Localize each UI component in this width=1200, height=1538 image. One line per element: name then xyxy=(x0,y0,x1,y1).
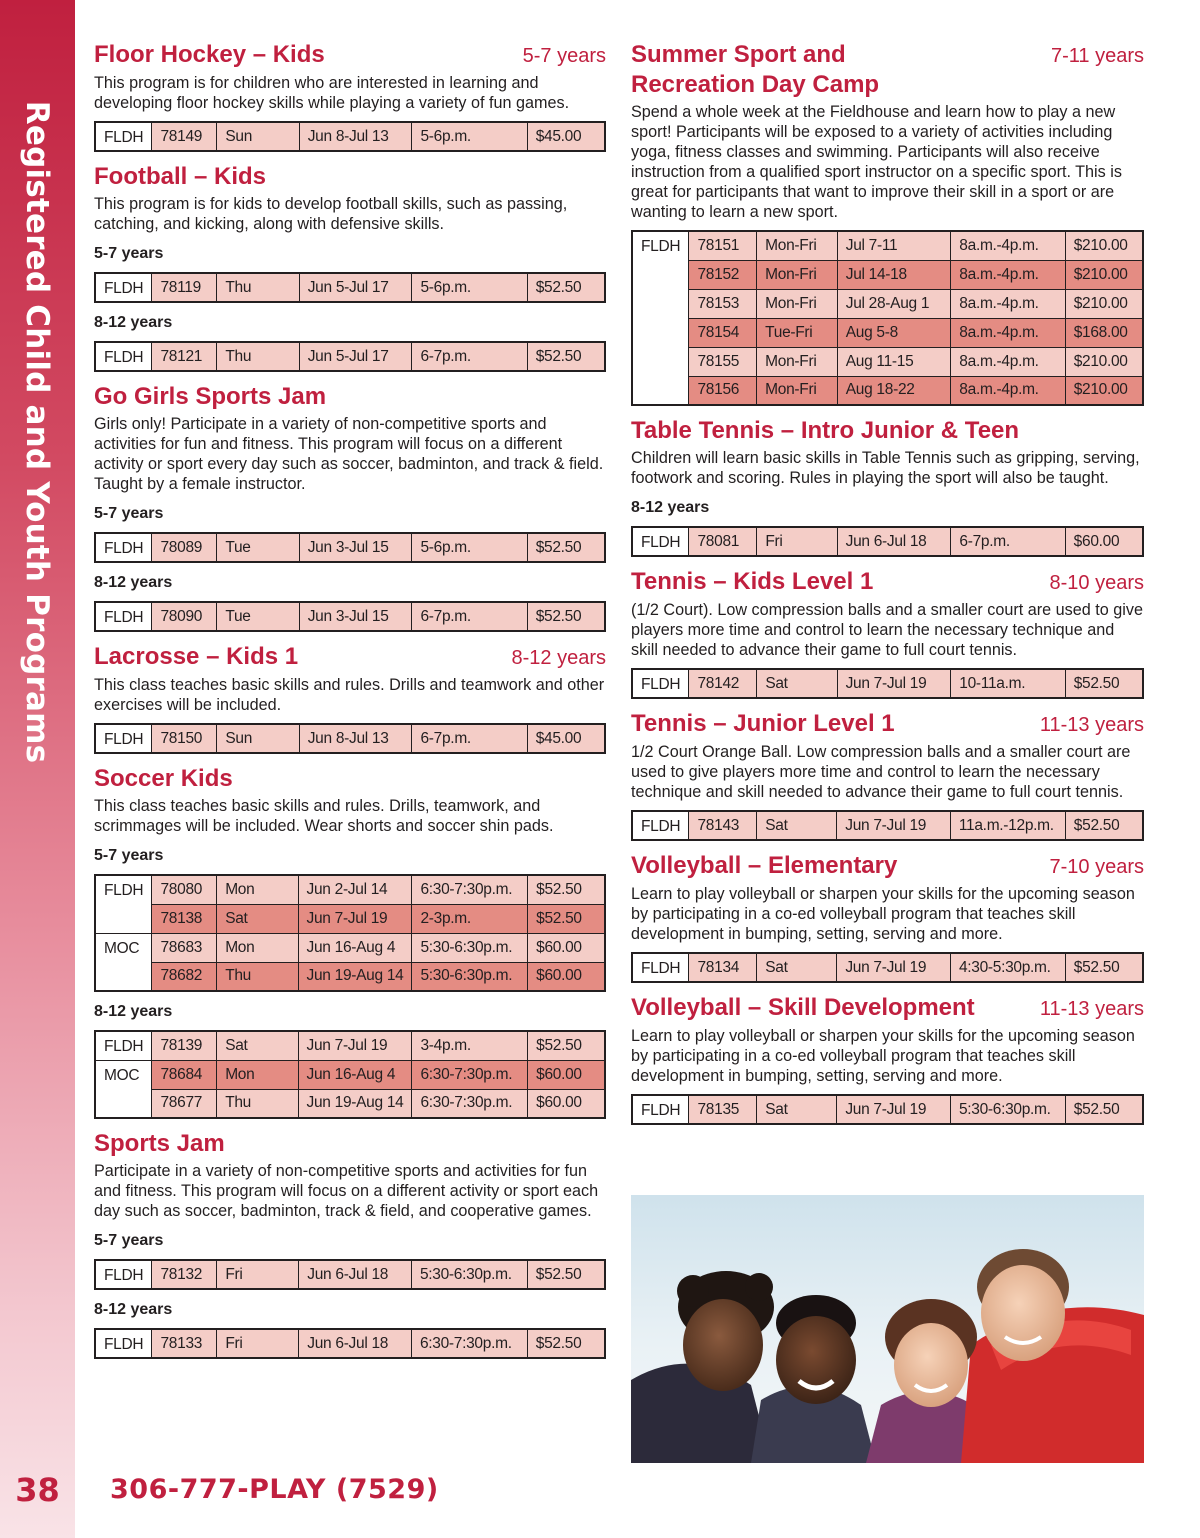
program-block xyxy=(631,416,1144,557)
schedule-table xyxy=(631,668,1144,699)
time-cell: 5:30-6:30p.m. xyxy=(950,1095,1065,1124)
day-cell: Tue xyxy=(217,602,299,631)
schedule-table xyxy=(94,532,606,563)
course-code-cell: 78121 xyxy=(152,342,217,371)
program-title: Floor Hockey – Kids xyxy=(94,41,325,68)
price-cell: $52.50 xyxy=(527,602,605,631)
dates-cell: Jun 16-Aug 4 xyxy=(298,933,412,962)
day-cell: Sun xyxy=(217,724,299,753)
day-cell: Sat xyxy=(757,811,837,840)
price-cell: $52.50 xyxy=(527,533,605,562)
course-code-cell: 78142 xyxy=(689,669,757,698)
price-cell: $52.50 xyxy=(1065,811,1143,840)
price-cell: $210.00 xyxy=(1065,347,1143,376)
schedule-table xyxy=(94,723,606,754)
age-group-label: 8-12 years xyxy=(631,499,710,516)
day-cell: Thu xyxy=(217,342,299,371)
age-group-label: 5-7 years xyxy=(94,847,164,864)
course-code-cell: 78143 xyxy=(689,811,757,840)
location-cell: FLDH xyxy=(95,724,152,753)
price-cell: $52.50 xyxy=(528,875,605,904)
schedule-row xyxy=(95,1260,605,1289)
program-header xyxy=(631,993,1144,1024)
course-code-cell: 78677 xyxy=(152,1089,217,1118)
price-cell: $60.00 xyxy=(528,933,605,962)
dates-cell: Jun 5-Jul 17 xyxy=(299,342,412,371)
day-cell: Fri xyxy=(217,1329,299,1358)
age-group-label: 5-7 years xyxy=(94,505,164,522)
program-age: 11-13 years xyxy=(1039,714,1144,736)
time-cell: 6:30-7:30p.m. xyxy=(412,1060,528,1089)
age-group-label: 5-7 years xyxy=(94,1232,164,1249)
schedule-row xyxy=(632,1095,1143,1124)
course-code-cell: 78081 xyxy=(689,527,757,556)
time-cell: 6:30-7:30p.m. xyxy=(412,875,528,904)
location-cell: FLDH xyxy=(95,1031,152,1060)
day-cell: Thu xyxy=(217,273,299,302)
schedule-row xyxy=(95,904,605,933)
location-cell xyxy=(632,347,689,376)
program-age: 7-10 years xyxy=(1049,856,1144,878)
program-block xyxy=(94,764,606,1119)
program-header xyxy=(631,567,1144,598)
dates-cell: Jun 3-Jul 15 xyxy=(299,602,412,631)
program-description: Learn to play volleyball or sharpen your skills for the upcoming season by participating in a co-ed volleyball program that teaches skill development in bumping, setting, serving and more. xyxy=(631,1027,1135,1085)
program-title: Summer Sport and Recreation Day Camp xyxy=(631,41,880,98)
dates-cell: Jul 7-11 xyxy=(837,231,951,260)
time-cell: 6-7p.m. xyxy=(412,342,527,371)
day-cell: Mon-Fri xyxy=(757,347,838,376)
program-description: Learn to play volleyball or sharpen your skills for the upcoming season by participating in a co-ed volleyball program that teaches skill development in bumping, setting, serving and more. xyxy=(631,885,1135,943)
page-number: 38 xyxy=(15,1471,60,1509)
location-cell: FLDH xyxy=(95,122,152,151)
program-title: Volleyball – Elementary xyxy=(631,852,898,879)
age-group-label: 8-12 years xyxy=(94,1301,173,1318)
schedule-row xyxy=(632,953,1143,982)
day-cell: Thu xyxy=(217,962,298,991)
price-cell: $52.50 xyxy=(1065,669,1143,698)
day-cell: Thu xyxy=(217,1089,298,1118)
age-group-label: 5-7 years xyxy=(94,245,164,262)
day-cell: Mon xyxy=(217,1060,298,1089)
course-code-cell: 78139 xyxy=(152,1031,217,1060)
program-block xyxy=(94,40,606,152)
program-age: 8-12 years xyxy=(511,647,606,669)
phone-number: 306-777-PLAY (7529) xyxy=(110,1474,439,1505)
dates-cell: Jun 7-Jul 19 xyxy=(298,904,412,933)
location-cell: FLDH xyxy=(95,342,152,371)
program-description: (1/2 Court). Low compression balls and a smaller court are used to give players more time and control to learn the necessary technique and skill needed to advance their game to full court tennis. xyxy=(631,601,1143,659)
course-code-cell: 78138 xyxy=(152,904,217,933)
program-block xyxy=(94,162,606,372)
time-cell: 8a.m.-4p.m. xyxy=(951,260,1065,289)
price-cell: $52.50 xyxy=(527,1329,605,1358)
dates-cell: Jun 19-Aug 14 xyxy=(298,1089,412,1118)
program-block xyxy=(631,993,1144,1125)
dates-cell: Jun 7-Jul 19 xyxy=(837,953,951,982)
program-title: Tennis – Kids Level 1 xyxy=(631,568,874,595)
price-cell: $52.50 xyxy=(1065,953,1143,982)
program-age: 11-13 years xyxy=(1039,998,1144,1020)
location-cell xyxy=(632,318,689,347)
schedule-row xyxy=(95,122,605,151)
course-code-cell: 78682 xyxy=(152,962,217,991)
dates-cell: Jul 28-Aug 1 xyxy=(837,289,951,318)
program-block xyxy=(631,851,1144,983)
program-block xyxy=(94,382,606,632)
time-cell: 5:30-6:30p.m. xyxy=(411,1260,527,1289)
day-cell: Sat xyxy=(757,1095,837,1124)
program-header xyxy=(94,162,606,192)
location-cell: FLDH xyxy=(95,533,152,562)
day-cell: Sat xyxy=(217,1031,298,1060)
day-cell: Mon-Fri xyxy=(757,231,838,260)
price-cell: $60.00 xyxy=(528,1089,605,1118)
schedule-row xyxy=(632,669,1143,698)
course-code-cell: 78683 xyxy=(152,933,217,962)
program-header xyxy=(94,1129,606,1159)
course-code-cell: 78684 xyxy=(152,1060,217,1089)
time-cell: 8a.m.-4p.m. xyxy=(951,318,1065,347)
price-cell: $52.50 xyxy=(527,342,605,371)
program-age: 5-7 years xyxy=(522,45,606,67)
course-code-cell: 78080 xyxy=(152,875,217,904)
course-code-cell: 78156 xyxy=(689,376,757,405)
location-cell xyxy=(632,289,689,318)
dates-cell: Jun 6-Jul 18 xyxy=(299,1260,412,1289)
day-cell: Mon-Fri xyxy=(757,289,838,318)
schedule-row xyxy=(632,231,1143,260)
program-description: This program is for children who are interested in learning and developing floor hockey skills while playing a variety of fun games. xyxy=(94,74,570,112)
age-group-label: 8-12 years xyxy=(94,1003,173,1020)
schedule-row xyxy=(95,724,605,753)
location-cell: FLDH xyxy=(632,1095,689,1124)
schedule-row xyxy=(95,1089,605,1118)
day-cell: Mon-Fri xyxy=(757,260,838,289)
dates-cell: Aug 18-22 xyxy=(837,376,951,405)
program-description: 1/2 Court Orange Ball. Low compression balls and a smaller court are used to give players more time and control to learn the necessary technique and skill needed to advance their game to full court tennis. xyxy=(631,743,1131,801)
price-cell: $52.50 xyxy=(527,1260,605,1289)
program-description: Children will learn basic skills in Table Tennis such as gripping, serving, footwork and scoring. Rules in playing the sport will also be taught. xyxy=(631,449,1140,487)
program-header xyxy=(631,851,1144,882)
program-block xyxy=(631,567,1144,699)
program-title: Tennis – Junior Level 1 xyxy=(631,710,895,737)
schedule-table xyxy=(94,1030,606,1119)
dates-cell: Jun 3-Jul 15 xyxy=(299,533,412,562)
location-cell: FLDH xyxy=(95,602,152,631)
schedule-table xyxy=(631,952,1144,983)
location-cell xyxy=(632,260,689,289)
program-title: Football – Kids xyxy=(94,163,267,190)
dates-cell: Jul 14-18 xyxy=(837,260,951,289)
location-cell: MOC xyxy=(95,1060,152,1089)
program-description: This program is for kids to develop football skills, such as passing, catching, and kicking, along with defensive skills. xyxy=(94,195,568,233)
program-age: 7-11 years xyxy=(1050,45,1144,67)
program-description: Participate in a variety of non-competitive sports and activities for fun and fitness. This program will focus on a different activity or sport each day such as soccer, badminton, track & field, and cooperative games. xyxy=(94,1162,599,1220)
program-description: Girls only! Participate in a variety of non-competitive sports and activities for fun and fitness. This program will focus on a different activity or sport every day such as soccer, badminton, and track & field. Taught by a female instructor. xyxy=(94,415,604,493)
location-cell: FLDH xyxy=(632,953,689,982)
dates-cell: Jun 5-Jul 17 xyxy=(299,273,412,302)
time-cell: 8a.m.-4p.m. xyxy=(951,376,1065,405)
dates-cell: Jun 8-Jul 13 xyxy=(299,724,412,753)
schedule-row xyxy=(632,318,1143,347)
program-header xyxy=(94,382,606,412)
course-code-cell: 78119 xyxy=(152,273,217,302)
program-title: Table Tennis – Intro Junior & Teen xyxy=(631,417,1020,444)
location-cell xyxy=(95,1089,152,1118)
schedule-row xyxy=(95,533,605,562)
program-header xyxy=(94,764,606,794)
dates-cell: Aug 11-15 xyxy=(837,347,951,376)
program-header xyxy=(631,416,1144,446)
course-code-cell: 78089 xyxy=(152,533,217,562)
location-cell: FLDH xyxy=(632,231,689,260)
course-code-cell: 78151 xyxy=(689,231,757,260)
day-cell: Tue-Fri xyxy=(757,318,838,347)
program-header xyxy=(94,642,606,673)
day-cell: Mon xyxy=(217,875,298,904)
dates-cell: Jun 7-Jul 19 xyxy=(837,811,951,840)
location-cell: FLDH xyxy=(95,1329,152,1358)
location-cell xyxy=(95,904,152,933)
price-cell: $210.00 xyxy=(1065,376,1143,405)
day-cell: Sat xyxy=(217,904,298,933)
schedule-row xyxy=(632,527,1143,556)
course-code-cell: 78149 xyxy=(152,122,217,151)
schedule-table xyxy=(94,121,606,152)
time-cell: 11a.m.-12p.m. xyxy=(950,811,1065,840)
schedule-table xyxy=(94,1259,606,1290)
program-description: This class teaches basic skills and rules. Drills and teamwork and other exercises will be included. xyxy=(94,676,605,714)
schedule-table xyxy=(631,230,1144,406)
time-cell: 6:30-7:30p.m. xyxy=(411,1329,527,1358)
course-code-cell: 78132 xyxy=(152,1260,217,1289)
dates-cell: Jun 6-Jul 18 xyxy=(837,527,951,556)
day-cell: Tue xyxy=(217,533,299,562)
price-cell: $210.00 xyxy=(1065,289,1143,318)
sidebar-band xyxy=(0,0,75,1538)
program-title: Soccer Kids xyxy=(94,765,233,792)
schedule-row xyxy=(95,602,605,631)
course-code-cell: 78154 xyxy=(689,318,757,347)
program-description: Spend a whole week at the Fieldhouse and learn how to play a new sport! Participants will be exposed to a variety of activities including yoga, fitness classes and swimming. Participants will also receive instruction from a qualified sport instructor on a specific sport. This is great for participants that want to improve their skill in a sport or are wanting to learn a new sport. xyxy=(631,103,1122,221)
dates-cell: Aug 5-8 xyxy=(837,318,951,347)
dates-cell: Jun 19-Aug 14 xyxy=(298,962,412,991)
schedule-table xyxy=(94,341,606,372)
schedule-table xyxy=(631,810,1144,841)
program-block xyxy=(94,642,606,754)
dates-cell: Jun 7-Jul 19 xyxy=(837,669,951,698)
price-cell: $45.00 xyxy=(527,724,605,753)
schedule-table xyxy=(631,1094,1144,1125)
day-cell: Sun xyxy=(217,122,299,151)
schedule-row xyxy=(632,811,1143,840)
location-cell: FLDH xyxy=(632,811,689,840)
time-cell: 6-7p.m. xyxy=(412,724,527,753)
location-cell: FLDH xyxy=(95,1260,152,1289)
schedule-row xyxy=(632,347,1143,376)
day-cell: Mon-Fri xyxy=(757,376,838,405)
course-code-cell: 78150 xyxy=(152,724,217,753)
day-cell: Fri xyxy=(757,527,837,556)
location-cell xyxy=(95,962,152,991)
time-cell: 5-6p.m. xyxy=(412,273,527,302)
time-cell: 2-3p.m. xyxy=(412,904,528,933)
time-cell: 5:30-6:30p.m. xyxy=(412,962,528,991)
program-title: Lacrosse – Kids 1 xyxy=(94,643,299,670)
program-block xyxy=(631,40,1144,406)
price-cell: $52.50 xyxy=(1065,1095,1143,1124)
day-cell: Sat xyxy=(757,953,837,982)
group-of-children-photo xyxy=(631,1195,1144,1463)
time-cell: 5:30-6:30p.m. xyxy=(412,933,528,962)
time-cell: 8a.m.-4p.m. xyxy=(951,231,1065,260)
price-cell: $210.00 xyxy=(1065,260,1143,289)
schedule-row xyxy=(632,376,1143,405)
price-cell: $52.50 xyxy=(528,904,605,933)
schedule-table xyxy=(94,272,606,303)
program-header xyxy=(631,709,1144,740)
schedule-row xyxy=(632,289,1143,318)
schedule-table xyxy=(94,601,606,632)
day-cell: Fri xyxy=(217,1260,299,1289)
program-header xyxy=(631,40,1144,100)
time-cell: 6-7p.m. xyxy=(951,527,1065,556)
program-description: This class teaches basic skills and rules. Drills, teamwork, and scrimmages will be included. Wear shorts and soccer shin pads. xyxy=(94,797,554,835)
price-cell: $60.00 xyxy=(1065,527,1143,556)
program-header xyxy=(94,40,606,71)
time-cell: 8a.m.-4p.m. xyxy=(951,347,1065,376)
dates-cell: Jun 6-Jul 18 xyxy=(299,1329,412,1358)
course-code-cell: 78090 xyxy=(152,602,217,631)
time-cell: 5-6p.m. xyxy=(412,533,527,562)
schedule-row xyxy=(95,342,605,371)
age-group-label: 8-12 years xyxy=(94,314,173,331)
program-block xyxy=(631,709,1144,841)
time-cell: 5-6p.m. xyxy=(412,122,527,151)
left-column xyxy=(94,40,606,1369)
dates-cell: Jun 8-Jul 13 xyxy=(299,122,412,151)
right-column xyxy=(631,40,1144,1135)
dates-cell: Jun 7-Jul 19 xyxy=(837,1095,951,1124)
program-block xyxy=(94,1129,606,1359)
time-cell: 8a.m.-4p.m. xyxy=(951,289,1065,318)
course-code-cell: 78153 xyxy=(689,289,757,318)
course-code-cell: 78133 xyxy=(152,1329,217,1358)
price-cell: $60.00 xyxy=(528,962,605,991)
schedule-row xyxy=(95,273,605,302)
program-age: 8-10 years xyxy=(1049,572,1144,594)
price-cell: $52.50 xyxy=(528,1031,605,1060)
time-cell: 3-4p.m. xyxy=(412,1031,528,1060)
location-cell: FLDH xyxy=(632,527,689,556)
dates-cell: Jun 2-Jul 14 xyxy=(298,875,412,904)
time-cell: 4:30-5:30p.m. xyxy=(950,953,1065,982)
course-code-cell: 78135 xyxy=(689,1095,757,1124)
time-cell: 6-7p.m. xyxy=(412,602,527,631)
time-cell: 6:30-7:30p.m. xyxy=(412,1089,528,1118)
course-code-cell: 78155 xyxy=(689,347,757,376)
price-cell: $52.50 xyxy=(527,273,605,302)
program-title: Sports Jam xyxy=(94,1130,225,1157)
dates-cell: Jun 7-Jul 19 xyxy=(298,1031,412,1060)
day-cell: Sat xyxy=(757,669,837,698)
price-cell: $210.00 xyxy=(1065,231,1143,260)
schedule-row xyxy=(632,260,1143,289)
section-title-vertical: Registered Child and Youth Programs xyxy=(19,100,55,764)
location-cell: FLDH xyxy=(95,273,152,302)
course-code-cell: 78152 xyxy=(689,260,757,289)
schedule-row xyxy=(95,962,605,991)
schedule-row xyxy=(95,933,605,962)
course-code-cell: 78134 xyxy=(689,953,757,982)
schedule-row xyxy=(95,875,605,904)
age-group-label: 8-12 years xyxy=(94,574,173,591)
price-cell: $60.00 xyxy=(528,1060,605,1089)
day-cell: Mon xyxy=(217,933,298,962)
program-title: Go Girls Sports Jam xyxy=(94,383,327,410)
location-cell xyxy=(632,376,689,405)
time-cell: 10-11a.m. xyxy=(951,669,1065,698)
program-title: Volleyball – Skill Development xyxy=(631,994,975,1021)
schedule-table xyxy=(94,1328,606,1359)
price-cell: $45.00 xyxy=(527,122,605,151)
location-cell: FLDH xyxy=(632,669,689,698)
schedule-row xyxy=(95,1060,605,1089)
schedule-row xyxy=(95,1031,605,1060)
schedule-table xyxy=(94,874,606,992)
price-cell: $168.00 xyxy=(1065,318,1143,347)
dates-cell: Jun 16-Aug 4 xyxy=(298,1060,412,1089)
location-cell: MOC xyxy=(95,933,152,962)
schedule-row xyxy=(95,1329,605,1358)
location-cell: FLDH xyxy=(95,875,152,904)
schedule-table xyxy=(631,526,1144,557)
